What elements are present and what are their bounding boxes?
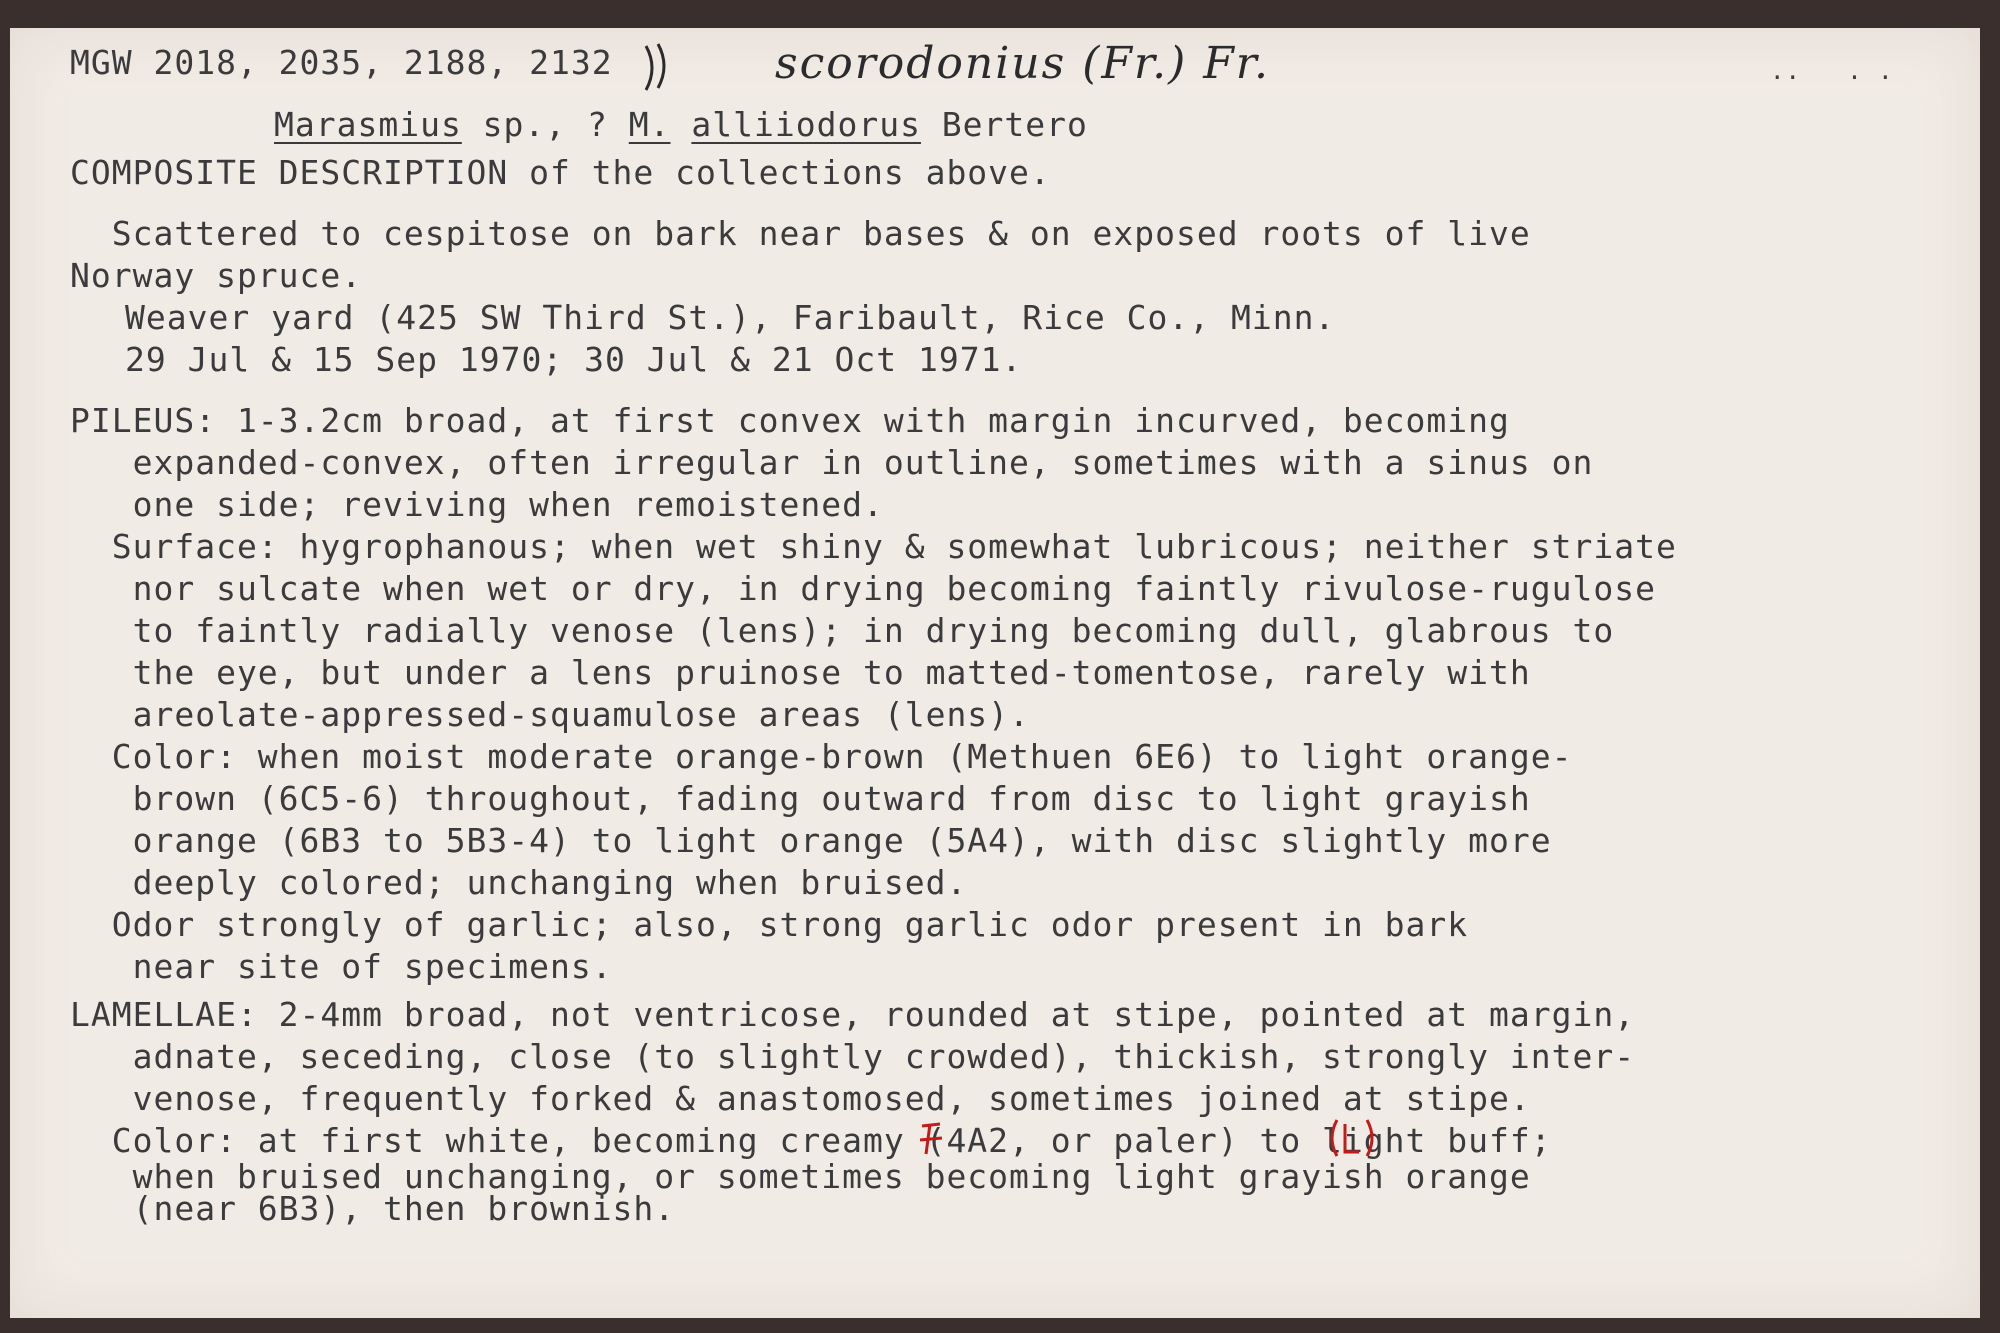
pileus-line-6: to faintly radially venose (lens); in drying becoming dull, glabrous to [70,611,1615,650]
genus-name: Marasmius [274,105,462,144]
habitat-line-1: Scattered to cespitose on bark near bases & on exposed roots of live [70,214,1531,253]
lamellae-line-5: when bruised unchanging, or sometimes becoming light grayish orange [70,1157,1531,1196]
pileus-line-7: the eye, but under a lens pruinose to matted-tomentose, rarely with [70,653,1531,692]
specimen-card [10,28,1980,1318]
corner-dots: .. . . [1770,57,1894,85]
pileus-line-1: PILEUS: 1-3.2cm broad, at first convex with margin incurved, becoming [70,401,1510,440]
pileus-line-13: Odor strongly of garlic; also, strong garlic odor present in bark [70,905,1469,944]
pileus-line-12: deeply colored; unchanging when bruised. [70,863,968,902]
species-author: Bertero [920,105,1088,144]
species-epithet: alliiodorus [691,105,921,144]
lamellae-line-6: (near 6B3), then brownish. [70,1189,676,1228]
habitat-line-2: Norway spruce. [70,256,363,295]
genus-abbreviation: M. [628,105,671,144]
handwritten-mark-header [638,38,678,98]
lamellae-line-1: LAMELLAE: 2-4mm broad, not ventricose, rounded at stipe, pointed at margin, [70,995,1636,1034]
pileus-line-4: Surface: hygrophanous; when wet shiny & somewhat lubricous; neither striate [70,527,1677,566]
species-qualifier: sp., ? [461,105,629,144]
pileus-line-11: orange (6B3 to 5B3-4) to light orange (5A4), with disc slightly more [70,821,1552,860]
pileus-line-9: Color: when moist moderate orange-brown (Methuen 6E6) to light orange- [70,737,1573,776]
composite-description-heading: COMPOSITE DESCRIPTION of the collections above. [70,153,1051,192]
lamellae-line-4: Color: at first white, becoming creamy (4A2, or paler) to light buff; [70,1121,1552,1160]
handwritten-species-annotation: scorodonius (Fr.) Fr. [775,38,1270,89]
locality-line-1: Weaver yard (425 SW Third St.), Faribault, Rice Co., Minn. [125,298,1336,337]
locality-line-2: 29 Jul & 15 Sep 1970; 30 Jul & 21 Oct 1971. [125,340,1023,379]
pileus-line-3: one side; reviving when remoistened. [70,485,884,524]
lamellae-line-2: adnate, seceding, close (to slightly crowded), thickish, strongly inter- [70,1037,1636,1076]
pileus-line-14: near site of specimens. [70,947,613,986]
pileus-line-2: expanded-convex, often irregular in outline, sometimes with a sinus on [70,443,1594,482]
pileus-line-5: nor sulcate when wet or dry, in drying becoming faintly rivulose-rugulose [70,569,1656,608]
pileus-line-8: areolate-appressed-squamulose areas (lens). [70,695,1030,734]
pileus-line-10: brown (6C5-6) throughout, fading outward from disc to light grayish [70,779,1531,818]
lamellae-line-3: venose, frequently forked & anastomosed, sometimes joined at stipe. [70,1079,1531,1118]
species-line [274,104,1088,146]
collection-numbers: MGW 2018, 2035, 2188, 2132 [70,43,613,82]
